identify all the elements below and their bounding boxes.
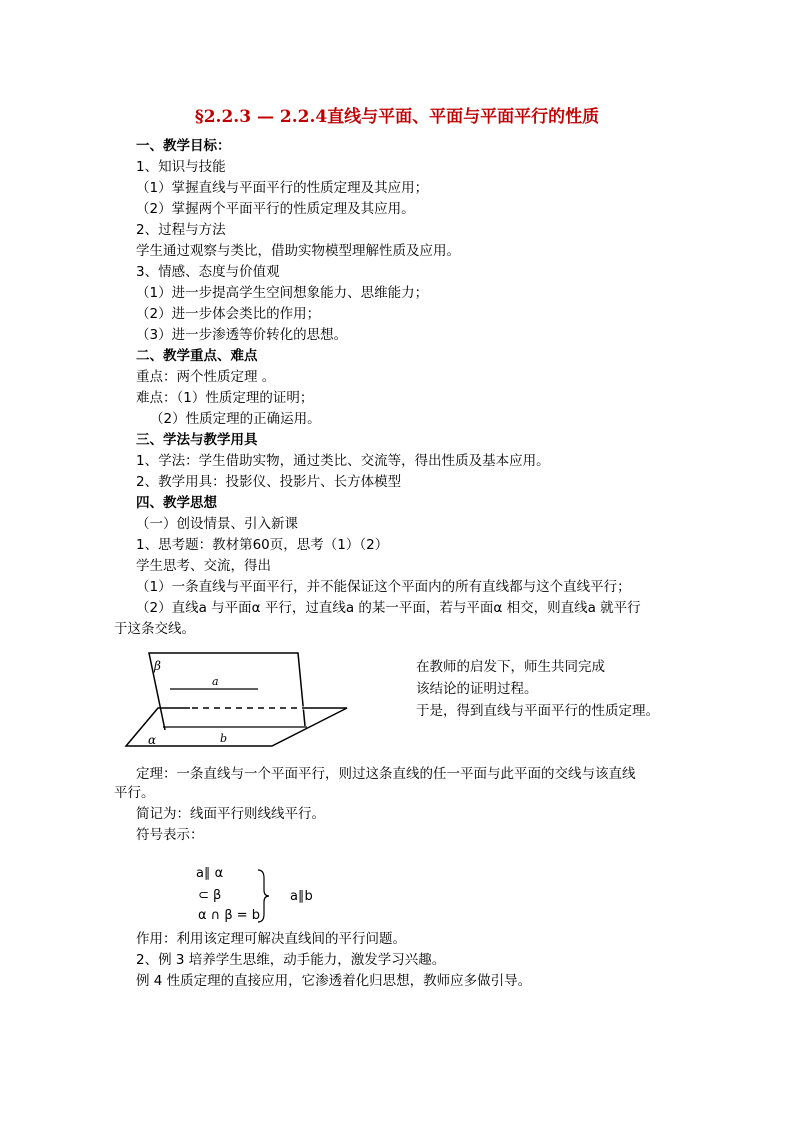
text-line: 简记为：线面平行则线线平行。 bbox=[136, 806, 325, 822]
right-brace-icon bbox=[256, 868, 270, 924]
text-line: （2）进一步体会类比的作用； bbox=[136, 306, 321, 322]
text-line: 3、情感、态度与价值观 bbox=[136, 264, 280, 280]
text-line: （2）掌握两个平面平行的性质定理及其应用。 bbox=[136, 201, 415, 217]
text-line: 2、教学用具：投影仪、投影片、长方体模型 bbox=[136, 474, 402, 490]
text-line: 例 4 性质定理的直接应用，它渗透着化归思想，教师应多做引导。 bbox=[136, 973, 532, 989]
text-line: （1）掌握直线与平面平行的性质定理及其应用； bbox=[136, 180, 429, 196]
text-line: 1、知识与技能 bbox=[136, 159, 226, 175]
text-line: （2）性质定理的正确运用。 bbox=[150, 411, 321, 427]
side-text-line: 该结论的证明过程。 bbox=[416, 681, 538, 697]
text-line: 1、学法：学生借助实物，通过类比、交流等，得出性质及基本应用。 bbox=[136, 453, 550, 469]
label-a: a bbox=[212, 675, 219, 688]
text-line: （3）进一步渗透等价转化的思想。 bbox=[136, 327, 348, 343]
text-line: 1、思考题：教材第60页，思考（1）（2） bbox=[136, 537, 389, 553]
text-line: 定理：一条直线与一个平面平行，则过这条直线的任一平面与此平面的交线与该直线 bbox=[136, 766, 636, 782]
label-alpha: α bbox=[148, 733, 157, 747]
section-heading-key-points: 二、教学重点、难点 bbox=[136, 348, 258, 364]
text-line: （1）进一步提高学生空间想象能力、思维能力； bbox=[136, 285, 429, 301]
page-title: §2.2.3 — 2.2.4直线与平面、平面与平面平行的性质 bbox=[194, 107, 600, 127]
text-line: （2）直线a 与平面α 平行，过直线a 的某一平面，若与平面α 相交，则直线a 就平行 bbox=[136, 600, 641, 616]
symbol-line-2: ⊂ β bbox=[198, 888, 222, 903]
section-heading-teaching: 四、教学思想 bbox=[136, 495, 217, 511]
text-line: 学生通过观察与类比，借助实物模型理解性质及应用。 bbox=[136, 243, 460, 259]
planes-figure bbox=[122, 650, 352, 750]
text-line: 难点：（1）性质定理的证明； bbox=[136, 390, 314, 406]
text-line: 学生思考、交流，得出 bbox=[136, 558, 271, 574]
text-line: 2、例 3 培养学生思维，动手能力，激发学习兴趣。 bbox=[136, 952, 446, 968]
plane-beta-shape bbox=[149, 653, 305, 730]
side-text-line: 于是，得到直线与平面平行的性质定理。 bbox=[416, 703, 659, 719]
symbol-line-1: a∥ α bbox=[196, 866, 224, 881]
section-heading-objectives: 一、教学目标： bbox=[136, 138, 231, 154]
text-line: 2、过程与方法 bbox=[136, 222, 226, 238]
section-heading-methods: 三、学法与教学用具 bbox=[136, 432, 258, 448]
symbol-line-3: α ∩ β = b bbox=[198, 908, 261, 923]
text-line: 于这条交线。 bbox=[114, 621, 195, 637]
side-text-line: 在教师的启发下，师生共同完成 bbox=[416, 659, 605, 675]
text-line: 符号表示： bbox=[136, 827, 204, 843]
symbol-result: a∥b bbox=[290, 889, 313, 904]
text-line: （一）创设情景、引入新课 bbox=[136, 516, 298, 532]
text-line: 平行。 bbox=[114, 785, 155, 801]
symbol-expression bbox=[196, 866, 396, 926]
text-line: 作用：利用该定理可解决直线间的平行问题。 bbox=[136, 931, 406, 947]
label-b: b bbox=[220, 732, 228, 745]
label-beta: β bbox=[154, 659, 161, 673]
text-line: （1）一条直线与平面平行，并不能保证这个平面内的所有直线都与这个直线平行； bbox=[136, 579, 631, 595]
text-line: 重点：两个性质定理 。 bbox=[136, 369, 276, 385]
